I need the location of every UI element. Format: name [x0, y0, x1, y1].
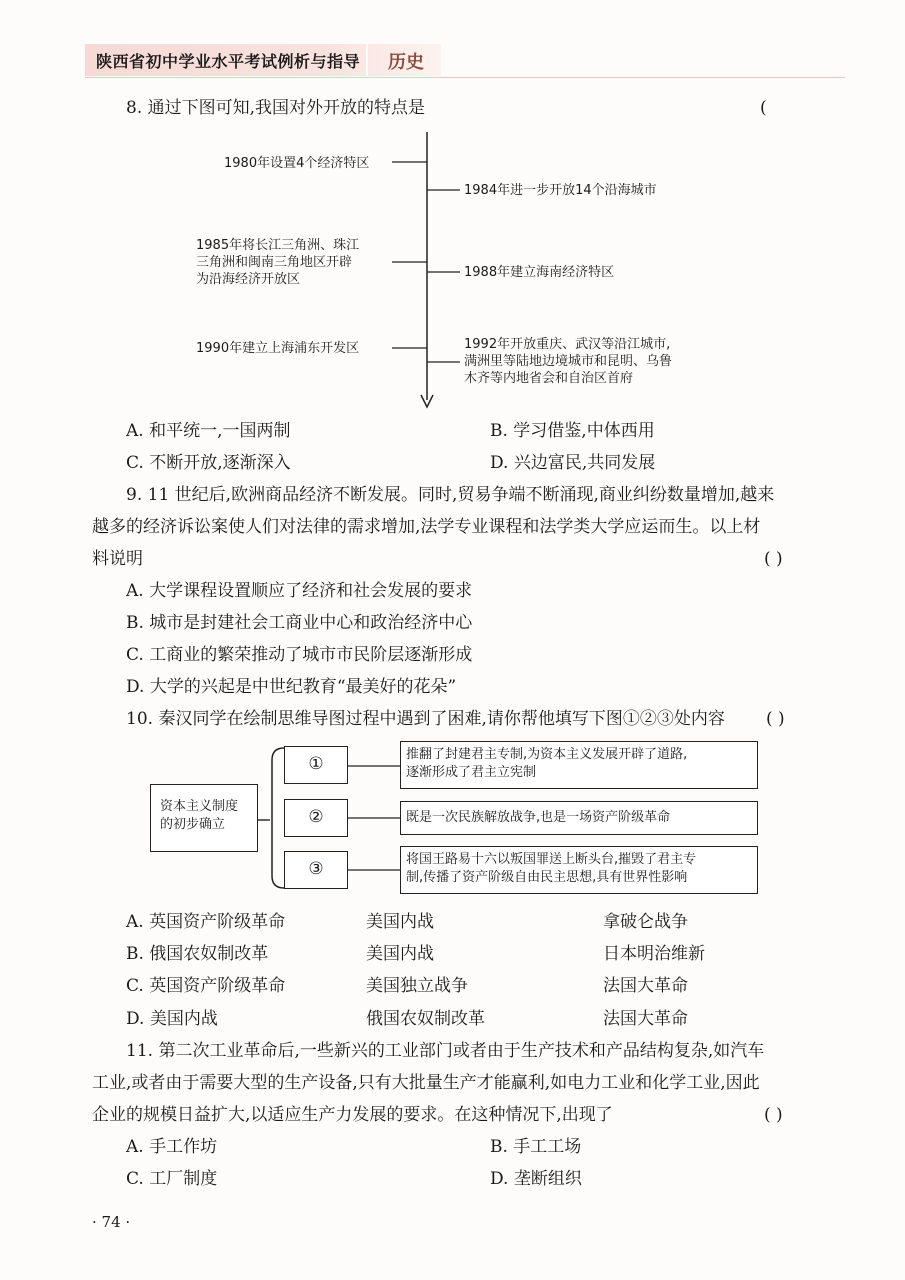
timeline-1985-line1: 1985年将长江三角洲、珠江: [196, 238, 360, 253]
q11-option-b[interactable]: B. 手工工场: [490, 1137, 582, 1157]
page-number: · 74 ·: [92, 1213, 131, 1231]
q9-stem-line1: 9. 11 世纪后,欧洲商品经济不断发展。同时,贸易争端不断涌现,商业纠纷数量增加,越来: [126, 485, 775, 505]
q10-option-c-3: 法国大革命: [603, 976, 688, 996]
mind-map-root-line2: 的初步确立: [160, 817, 226, 832]
desc-3-line1: 将国王路易十六以叛国罪送上断头台,摧毁了君主专: [406, 852, 697, 867]
q11-stem-line3: 企业的规模日益扩大,以适应生产力发展的要求。在这种情况下,出现了: [92, 1105, 613, 1125]
q11-option-a[interactable]: A. 手工作坊: [126, 1137, 218, 1157]
q11-stem-line2: 工业,或者由于需要大型的生产设备,只有大批量生产才能赢利,如电力工业和化学工业,因此: [92, 1073, 760, 1093]
q9-option-a[interactable]: A. 大学课程设置顺应了经济和社会发展的要求: [126, 581, 473, 601]
q9-option-b[interactable]: B. 城市是封建社会工商业中心和政治经济中心: [126, 613, 473, 633]
q10-option-b-3: 日本明治维新: [603, 944, 705, 964]
q8-option-d[interactable]: D. 兴边富民,共同发展: [490, 453, 656, 473]
desc-1-line2: 逐渐形成了君主立宪制: [406, 765, 537, 780]
q10-answer-paren: ( ): [766, 709, 785, 729]
timeline-1992-line1: 1992年开放重庆、武汉等沿江城市,: [464, 337, 671, 352]
node-1-box: ①: [284, 746, 348, 784]
q10-option-a-3: 拿破仑战争: [603, 912, 688, 932]
q8-option-b[interactable]: B. 学习借鉴,中体西用: [490, 421, 655, 441]
q9-stem-line2: 越多的经济诉讼案使人们对法律的需求增加,法学专业课程和法学类大学应运而生。以上材: [92, 517, 761, 537]
q10-option-c[interactable]: C. 英国资产阶级革命: [126, 976, 286, 996]
timeline-1988: 1988年建立海南经济特区: [464, 265, 615, 280]
timeline-1985-line2: 三角洲和闽南三角地区开辟: [196, 255, 353, 270]
desc-3-line2: 制,传播了资产阶级自由民主思想,具有世界性影响: [406, 870, 688, 885]
q11-option-d[interactable]: D. 垄断组织: [490, 1169, 582, 1189]
q10-option-d-3: 法国大革命: [603, 1009, 688, 1029]
node-2-box: ②: [284, 799, 348, 837]
node-3-box: ③: [284, 851, 348, 889]
q11-stem-line1: 11. 第二次工业革命后,一些新兴的工业部门或者由于生产技术和产品结构复杂,如汽车: [126, 1041, 765, 1061]
q10-option-c-2: 美国独立战争: [366, 976, 468, 996]
q10-stem: 10. 秦汉同学在绘制思维导图过程中遇到了困难,请你帮他填写下图①②③处内容: [126, 709, 725, 729]
q8-option-a[interactable]: A. 和平统一,一国两制: [126, 421, 291, 441]
q10-option-d[interactable]: D. 美国内战: [126, 1009, 218, 1029]
q9-stem-line3: 料说明: [92, 549, 143, 569]
desc-1-line1: 推翻了封建君主专制,为资本主义发展开辟了道路,: [406, 747, 688, 762]
q10-option-b[interactable]: B. 俄国农奴制改革: [126, 944, 269, 964]
q10-option-a[interactable]: A. 英国资产阶级革命: [126, 912, 286, 932]
desc-2-line1: 既是一次民族解放战争,也是一场资产阶级革命: [406, 810, 671, 825]
mind-map-brace: [272, 748, 284, 888]
q8-option-c[interactable]: C. 不断开放,逐渐深入: [126, 453, 291, 473]
q8-stem: 8. 通过下图可知,我国对外开放的特点是: [126, 98, 426, 118]
timeline-1985-line3: 为沿海经济开放区: [196, 272, 301, 287]
q8-answer-paren: (: [760, 98, 767, 118]
q11-answer-paren: ( ): [764, 1105, 783, 1125]
q9-option-c[interactable]: C. 工商业的繁荣推动了城市市民阶层逐渐形成: [126, 645, 473, 665]
timeline-1992-line3: 木齐等内地省会和自治区首府: [464, 371, 634, 386]
q10-option-d-2: 俄国农奴制改革: [366, 1009, 485, 1029]
q11-option-c[interactable]: C. 工厂制度: [126, 1169, 218, 1189]
timeline-1980: 1980年设置4个经济特区: [224, 156, 370, 171]
book-title: 陕西省初中学业水平考试例析与指导: [96, 52, 361, 71]
q10-option-b-2: 美国内战: [366, 944, 434, 964]
timeline-1992-line2: 满洲里等陆地边境城市和昆明、乌鲁: [464, 354, 673, 369]
q9-option-d[interactable]: D. 大学的兴起是中世纪教育“最美好的花朵”: [126, 677, 457, 697]
timeline-1984: 1984年进一步开放14个沿海城市: [464, 183, 657, 198]
subject-label: 历史: [388, 52, 424, 73]
mind-map-root-line1: 资本主义制度: [160, 799, 239, 814]
q10-option-a-2: 美国内战: [366, 912, 434, 932]
q9-answer-paren: ( ): [764, 549, 783, 569]
timeline-1990: 1990年建立上海浦东开发区: [196, 341, 360, 356]
